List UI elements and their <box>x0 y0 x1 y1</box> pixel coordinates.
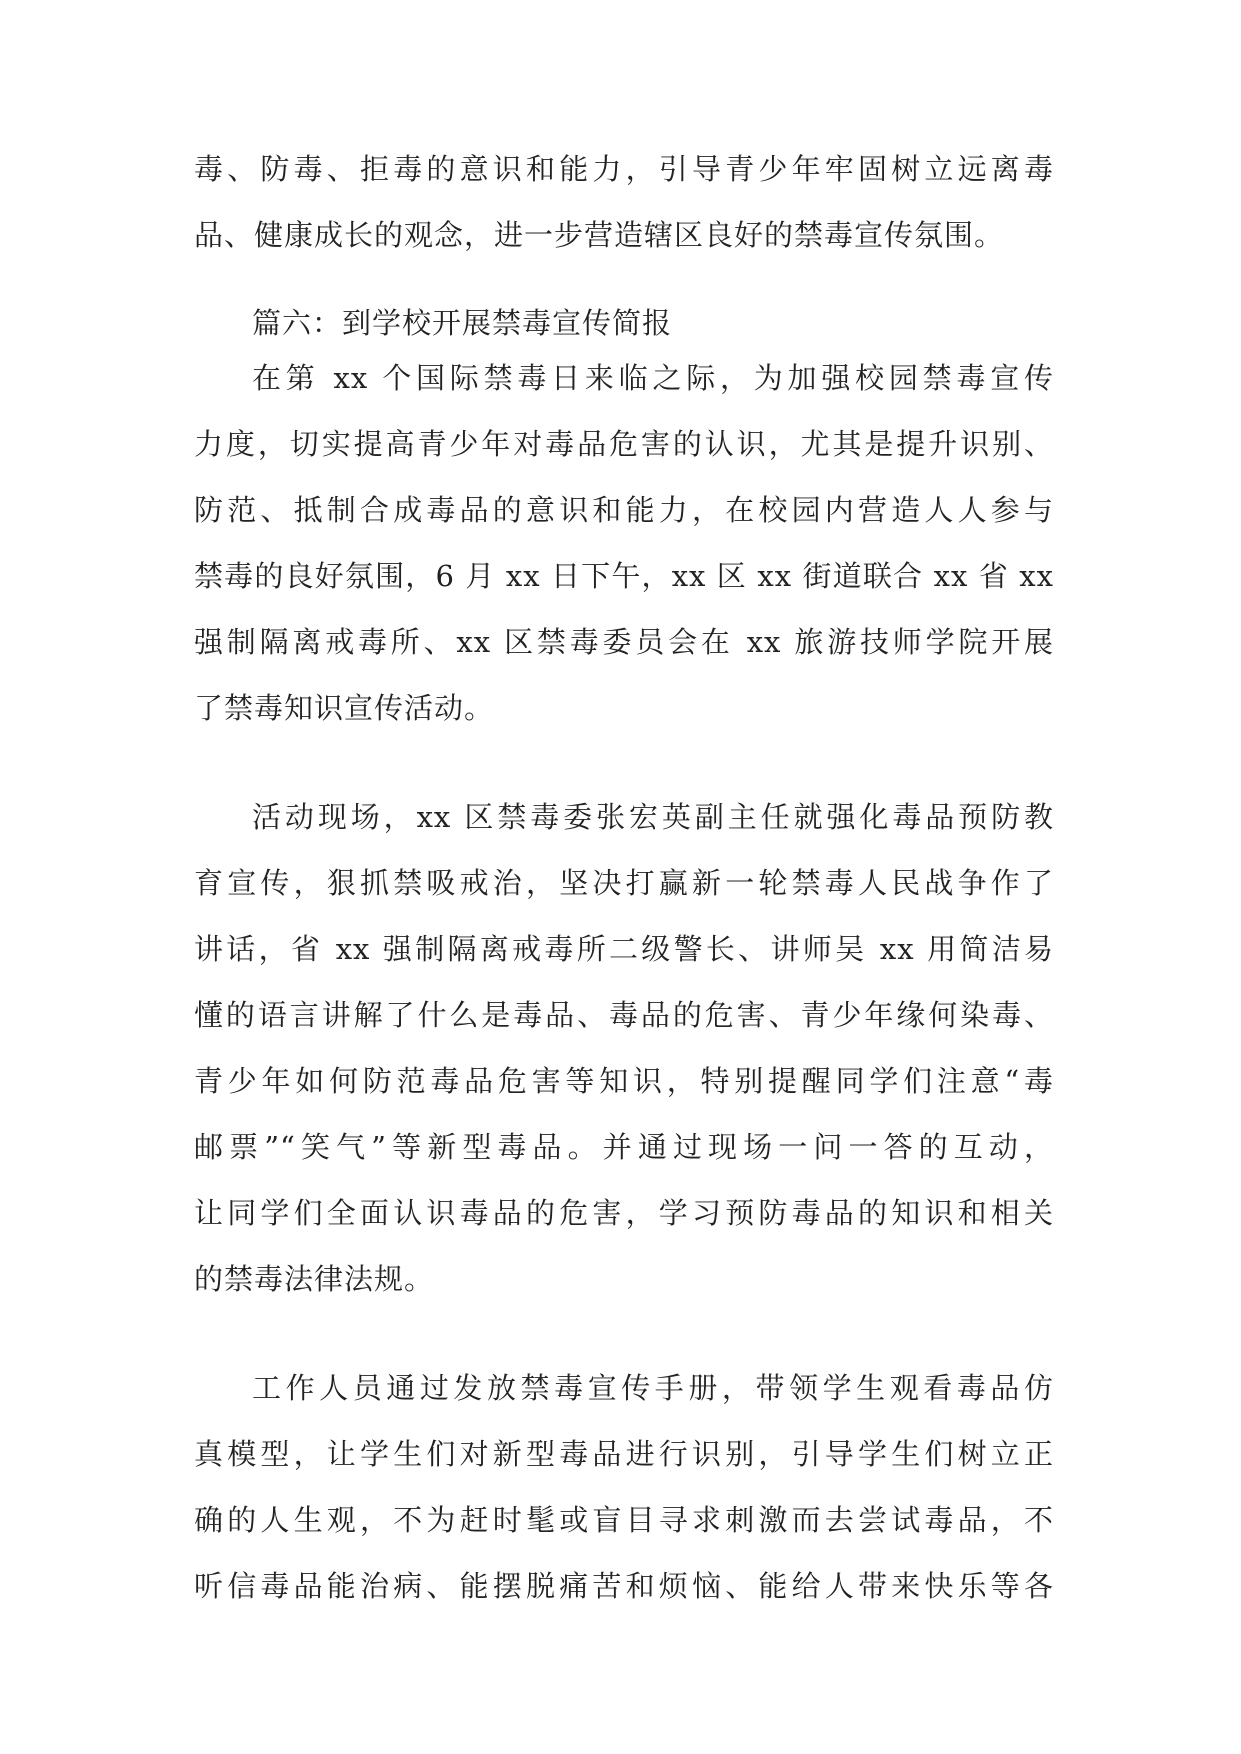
paragraph-line: 活动现场，xx 区禁毒委张宏英副主任就强化毒品预防教 <box>252 800 1054 834</box>
paragraph-line: 懂的语言讲解了什么是毒品、毒品的危害、青少年缘何染毒、 <box>194 998 1054 1032</box>
paragraph-line: 邮票”“笑气”等新型毒品。并通过现场一问一答的互动， <box>194 1130 1054 1164</box>
paragraph-line: 品、健康成长的观念，进一步营造辖区良好的禁毒宣传氛围。 <box>194 218 1005 252</box>
paragraph-line: 让同学们全面认识毒品的危害，学习预防毒品的知识和相关 <box>194 1196 1054 1230</box>
paragraph-line: 力度，切实提高青少年对毒品危害的认识，尤其是提升识别、 <box>194 427 1054 461</box>
paragraph-line: 强制隔离戒毒所、xx 区禁毒委员会在 xx 旅游技师学院开展 <box>194 625 1054 659</box>
paragraph-line: 工作人员通过发放禁毒宣传手册，带领学生观看毒品仿 <box>252 1371 1054 1405</box>
section-heading: 篇六：到学校开展禁毒宣传简报 <box>252 306 673 340</box>
paragraph-line: 毒、防毒、拒毒的意识和能力，引导青少年牢固树立远离毒 <box>194 152 1054 186</box>
paragraph-line: 确的人生观，不为赶时髦或盲目寻求刺激而去尝试毒品，不 <box>194 1503 1054 1537</box>
paragraph-line: 听信毒品能治病、能摆脱痛苦和烦恼、能给人带来快乐等各 <box>194 1569 1054 1603</box>
paragraph-line: 真模型，让学生们对新型毒品进行识别，引导学生们树立正 <box>194 1437 1054 1471</box>
paragraph-line: 的禁毒法律法规。 <box>194 1262 435 1296</box>
paragraph-line: 禁毒的良好氛围，6 月 xx 日下午，xx 区 xx 街道联合 xx 省 xx <box>194 559 1054 593</box>
paragraph-line: 防范、抵制合成毒品的意识和能力，在校园内营造人人参与 <box>194 493 1054 527</box>
paragraph-line: 青少年如何防范毒品危害等知识，特别提醒同学们注意“毒 <box>194 1064 1054 1098</box>
paragraph-line: 了禁毒知识宣传活动。 <box>194 691 495 725</box>
paragraph-line: 育宣传，狠抓禁吸戒治，坚决打赢新一轮禁毒人民战争作了 <box>194 866 1054 900</box>
paragraph-line: 讲话，省 xx 强制隔离戒毒所二级警长、讲师吴 xx 用简洁易 <box>194 932 1054 966</box>
paragraph-line: 在第 xx 个国际禁毒日来临之际，为加强校园禁毒宣传 <box>252 361 1054 395</box>
